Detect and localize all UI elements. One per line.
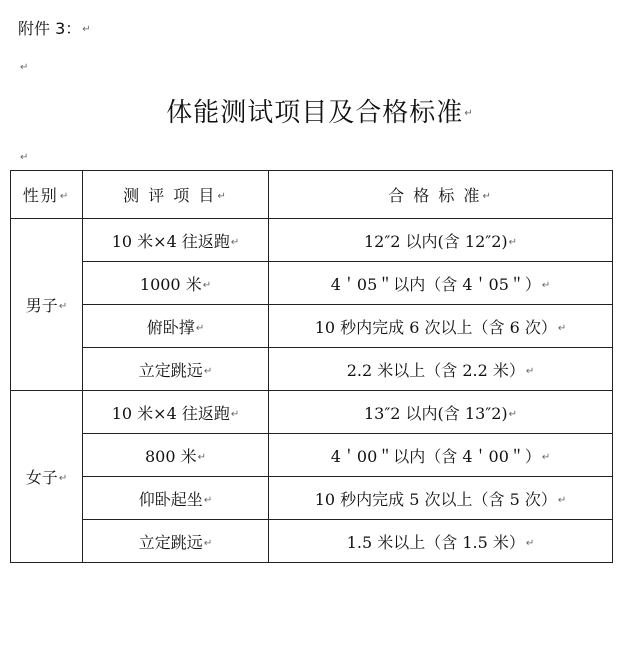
paragraph-mark: ↵ xyxy=(508,236,518,248)
paragraph-mark: ↵ xyxy=(217,191,228,202)
gender-cell-male xyxy=(11,219,83,391)
paragraph-mark: ↵ xyxy=(20,152,29,163)
paragraph-mark: ↵ xyxy=(525,365,535,377)
paragraph-mark: ↵ xyxy=(203,537,213,549)
paragraph-mark: ↵ xyxy=(58,301,68,312)
paragraph-mark: ↵ xyxy=(230,236,240,248)
paragraph-mark: ↵ xyxy=(508,408,518,420)
table-row xyxy=(11,219,613,262)
paragraph-mark: ↵ xyxy=(203,494,213,506)
item-cell xyxy=(83,391,269,434)
standard-text: 4＇05＂以内（含 4＇05＂） xyxy=(330,274,541,294)
header-text: 测 评 项 目 xyxy=(123,186,217,205)
header-standard xyxy=(269,171,613,219)
table-row xyxy=(11,391,613,434)
standard-text: 4＇00＂以内（含 4＇00＂） xyxy=(330,446,541,466)
item-text: 立定跳远 xyxy=(138,360,203,380)
header-text: 合 格 标 准 xyxy=(388,186,482,205)
table-row xyxy=(11,348,613,391)
standard-text: 2.2 米以上（含 2.2 米） xyxy=(346,360,525,380)
standard-text: 13″2 以内(含 13″2) xyxy=(363,403,508,423)
paragraph-mark: ↵ xyxy=(82,24,91,35)
document-title xyxy=(0,92,640,129)
paragraph-mark: ↵ xyxy=(202,279,212,291)
paragraph-mark: ↵ xyxy=(525,537,535,549)
title-text: 体能测试项目及合格标准 xyxy=(166,98,464,128)
gender-text: 女子 xyxy=(25,468,58,487)
paragraph-mark: ↵ xyxy=(59,191,71,202)
item-cell xyxy=(83,434,269,477)
standards-table xyxy=(10,170,613,563)
item-cell xyxy=(83,262,269,305)
item-text: 俯卧撑 xyxy=(146,317,195,337)
table-row xyxy=(11,262,613,305)
paragraph-mark: ↵ xyxy=(20,62,29,73)
item-cell xyxy=(83,520,269,563)
paragraph-mark: ↵ xyxy=(557,494,567,506)
standard-cell xyxy=(269,348,613,391)
attachment-label xyxy=(18,16,91,39)
table-row xyxy=(11,305,613,348)
paragraph-mark: ↵ xyxy=(557,322,567,334)
paragraph-mark: ↵ xyxy=(58,473,68,484)
gender-cell-female xyxy=(11,391,83,563)
standard-text: 12″2 以内(含 12″2) xyxy=(363,231,508,251)
attachment-text: 附件 3： xyxy=(18,19,82,38)
standard-text: 1.5 米以上（含 1.5 米） xyxy=(346,532,525,552)
standard-cell xyxy=(269,219,613,262)
item-text: 1000 米 xyxy=(139,274,202,294)
standard-text: 10 秒内完成 6 次以上（含 6 次） xyxy=(314,317,557,337)
table-row xyxy=(11,477,613,520)
item-text: 10 米×4 往返跑 xyxy=(111,231,230,251)
standard-cell xyxy=(269,262,613,305)
paragraph-mark: ↵ xyxy=(541,279,551,291)
item-text: 800 米 xyxy=(144,446,197,466)
standard-cell xyxy=(269,305,613,348)
paragraph-mark: ↵ xyxy=(482,191,493,202)
item-text: 仰卧起坐 xyxy=(138,489,203,509)
item-cell xyxy=(83,477,269,520)
item-cell xyxy=(83,305,269,348)
standard-text: 10 秒内完成 5 次以上（含 5 次） xyxy=(314,489,557,509)
table-row xyxy=(11,434,613,477)
header-item xyxy=(83,171,269,219)
paragraph-mark: ↵ xyxy=(230,408,240,420)
paragraph-mark: ↵ xyxy=(195,322,205,334)
header-text: 性别 xyxy=(22,186,59,205)
paragraph-mark: ↵ xyxy=(464,108,474,119)
standard-cell xyxy=(269,391,613,434)
header-gender xyxy=(11,171,83,219)
table-header-row xyxy=(11,171,613,219)
standard-cell xyxy=(269,477,613,520)
table-row xyxy=(11,520,613,563)
paragraph-mark: ↵ xyxy=(197,451,207,463)
item-cell xyxy=(83,219,269,262)
item-cell xyxy=(83,348,269,391)
paragraph-mark: ↵ xyxy=(541,451,551,463)
gender-text: 男子 xyxy=(25,296,58,315)
standard-cell xyxy=(269,434,613,477)
standard-cell xyxy=(269,520,613,563)
paragraph-mark: ↵ xyxy=(203,365,213,377)
item-text: 立定跳远 xyxy=(138,532,203,552)
item-text: 10 米×4 往返跑 xyxy=(111,403,230,423)
